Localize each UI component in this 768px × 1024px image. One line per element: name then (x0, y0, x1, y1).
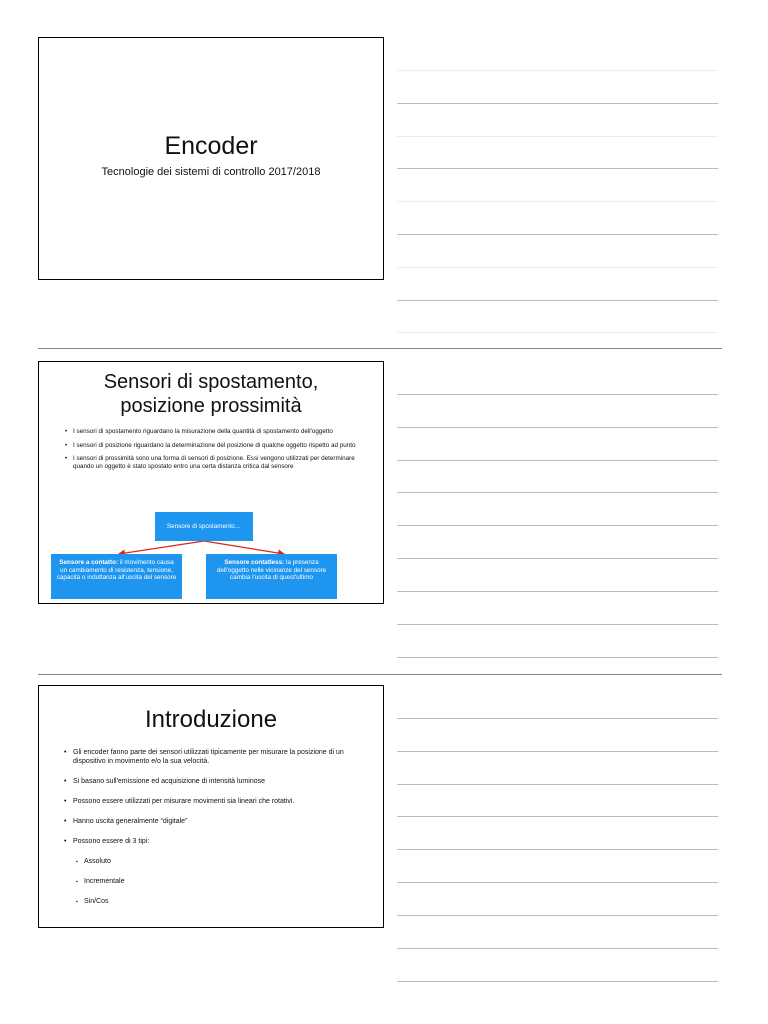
slide-2-thumbnail (38, 361, 384, 604)
notes-line (397, 267, 718, 268)
notes-line (397, 427, 718, 428)
notes-line (397, 624, 718, 625)
notes-line (397, 558, 718, 559)
slide-2-title-line-2: posizione prossimità (120, 395, 302, 417)
page-separator (38, 348, 722, 349)
notes-line (397, 201, 718, 202)
notes-line (397, 394, 718, 395)
contactless-sensor-text: la presenza dell'oggetto nelle vicinanze del sensore cambia l'uscita di quest'ultimo (216, 559, 327, 582)
slide-3-sub-bullet: ▪ Incrementale (76, 877, 364, 886)
slide-3-thumbnail (38, 685, 384, 928)
notes-line (397, 525, 718, 526)
slide-3-bullet-list (64, 748, 364, 917)
slide-3-sub-bullet: ▪ Sin/Cos (76, 897, 364, 906)
notes-line (397, 849, 718, 850)
slide-2-bullet: • I sensori di spostamento riguardano la misurazione della quantità di spostamento dell'oggetto (65, 428, 365, 436)
contactless-sensor-label: Sensore contatless: (224, 559, 285, 566)
notes-line (397, 591, 718, 592)
slide-2-title-line-1: Sensori di spostamento, (103, 371, 319, 393)
notes-line (397, 300, 718, 301)
arrow-to-contact-sensor (119, 541, 204, 554)
notes-line (397, 136, 718, 137)
slide-3-bullet: • Si basano sull'emissione ed acquisizione di intensità luminose (64, 777, 364, 786)
diagram-box-contactless-sensor (206, 554, 337, 599)
slide-3-sub-bullet: ▪ Assoluto (76, 857, 364, 866)
notes-line (397, 948, 718, 949)
notes-line (397, 70, 718, 71)
notes-line (397, 915, 718, 916)
notes-line (397, 816, 718, 817)
notes-line (397, 882, 718, 883)
notes-line (397, 103, 718, 104)
slide-1-title: Encoder (164, 132, 258, 160)
slide-1-thumbnail (38, 37, 384, 280)
slide-2-bullet: • I sensori di posizione riguardano la determinazione del posizione di qualche oggetto rispetto ad punto (65, 442, 365, 450)
slide-3-bullet: • Possono essere di 3 tipi: (64, 837, 364, 846)
slide-3-title: Introduzione (144, 706, 278, 733)
notes-line (397, 784, 718, 785)
slide-2-bullet: • I sensori di prossimità sono una forma di sensori di posizione. Essi vengono utilizzati per determinare quando un oggetto è stato spostato entro una certa distanza critica dal sensore (65, 455, 365, 470)
slide-3-bullet: • Possono essere utilizzati per misurare movimenti sia lineari che rotativi. (64, 797, 364, 806)
contact-sensor-label: Sensore a contatto: (59, 559, 119, 566)
diagram-box-displacement-sensor: Sensore di spostamento… (155, 512, 253, 541)
contact-sensor-text: il movimento causa un cambiamento di resistenza, tensione, capacità o induttanza all'uscita del sensore (56, 559, 177, 582)
notes-line (397, 718, 718, 719)
slide-3-bullet: • Gli encoder fanno parte dei sensori utilizzati tipicamente per misurare la posizione di un dispositivo in movimento e/o la sua velocità. (64, 748, 364, 766)
notes-line (397, 460, 718, 461)
arrow-to-contactless-sensor (204, 541, 284, 554)
notes-line (397, 234, 718, 235)
notes-line (397, 657, 718, 658)
diagram-box-contact-sensor (51, 554, 182, 599)
page-separator (38, 674, 722, 675)
notes-line (397, 751, 718, 752)
slide-1-subtitle: Tecnologie dei sistemi di controllo 2017/2018 (101, 166, 321, 178)
notes-line (397, 332, 718, 333)
notes-line (397, 981, 718, 982)
notes-line (397, 492, 718, 493)
slide-3-bullet: • Hanno uscita generalmente “digitale” (64, 817, 364, 826)
notes-line (397, 168, 718, 169)
